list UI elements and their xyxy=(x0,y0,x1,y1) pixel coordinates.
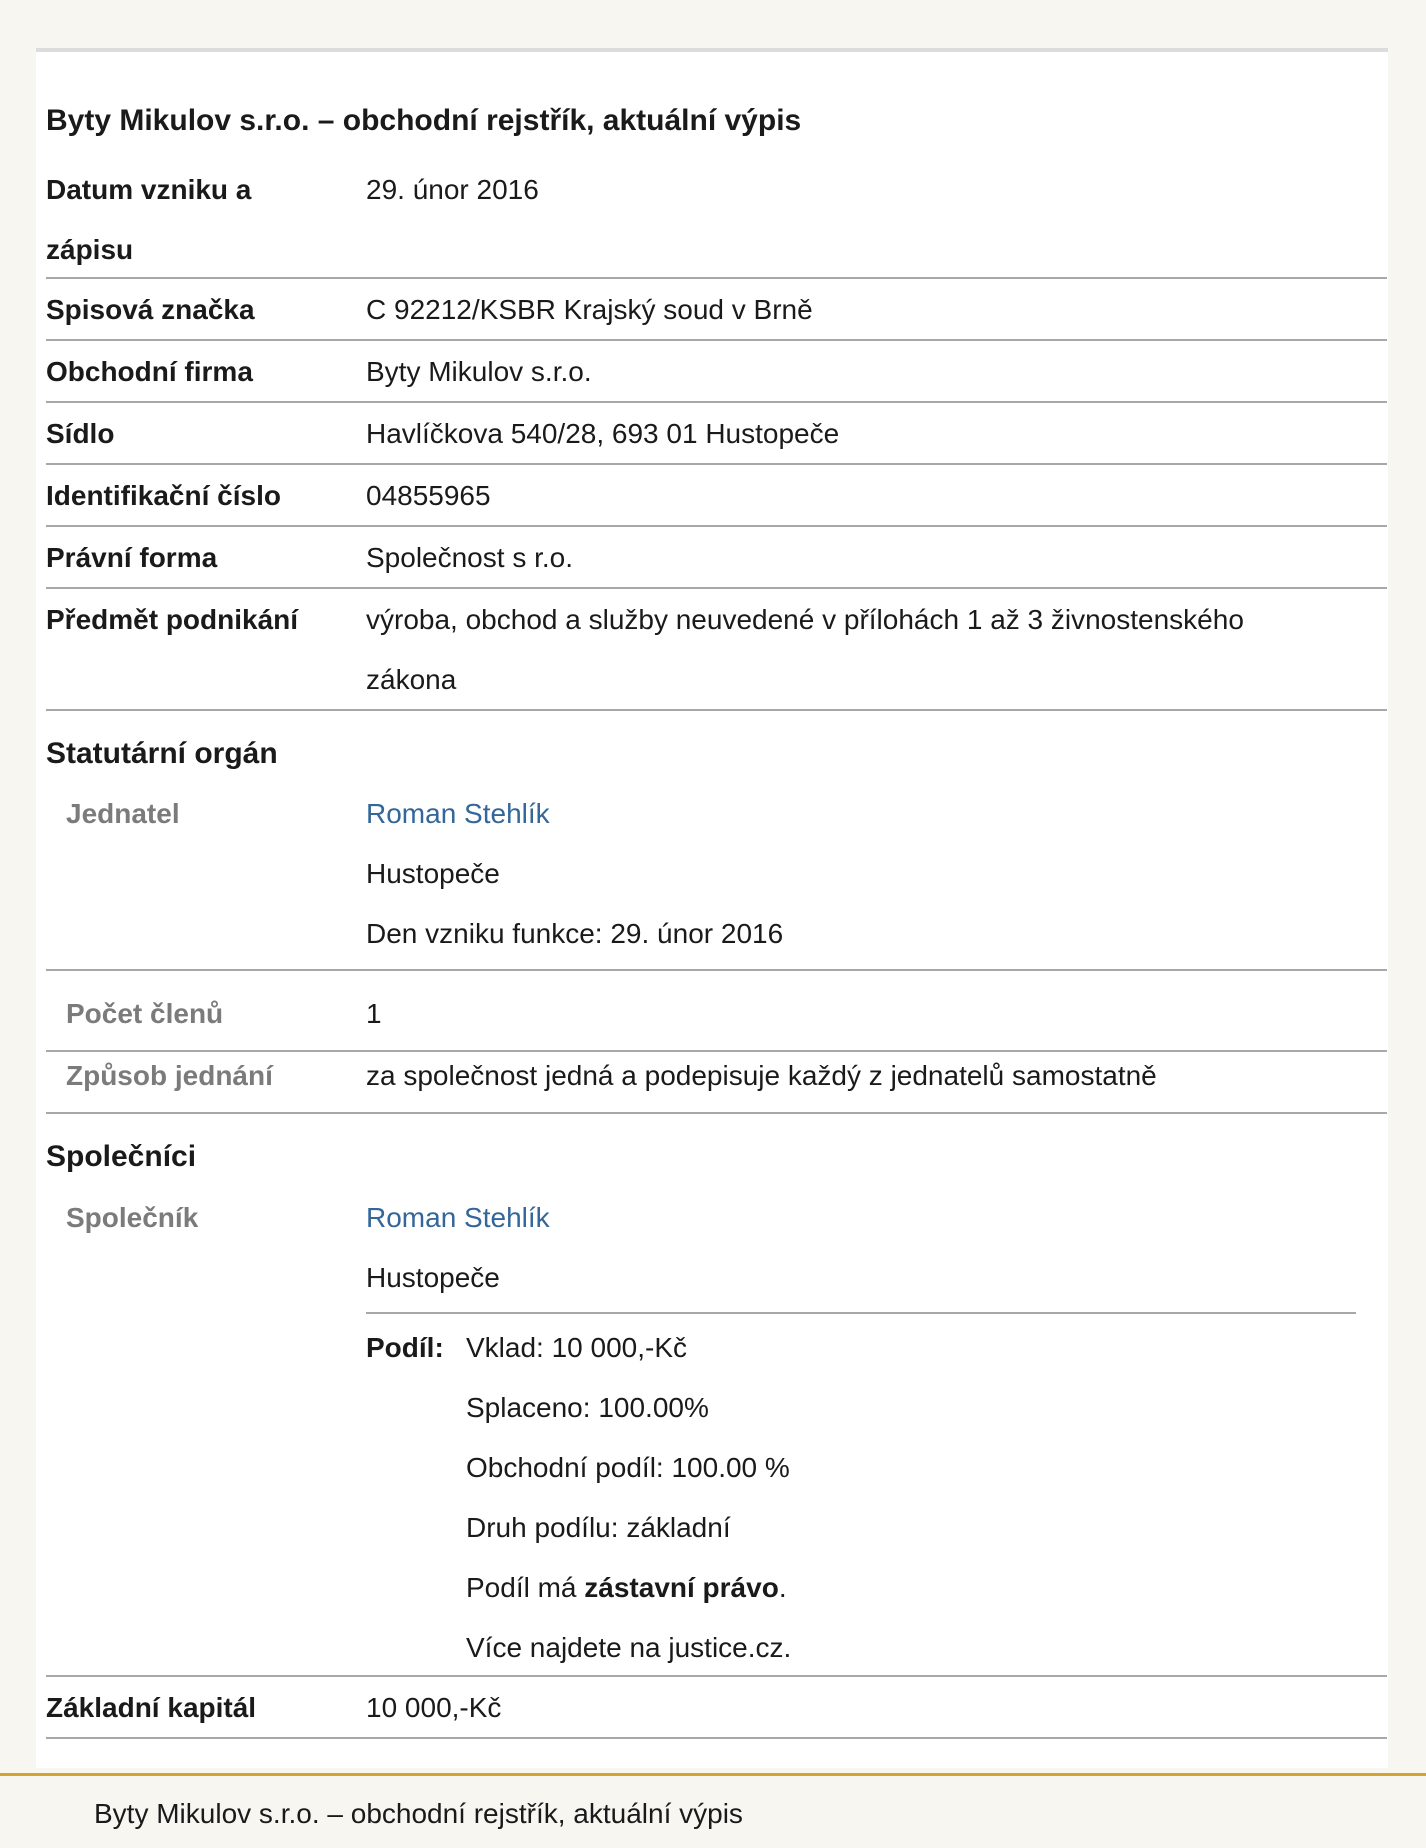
jednatel-label: Jednatel xyxy=(66,798,180,829)
predmet-podnikani-label: Předmět podnikání xyxy=(46,604,299,635)
row-divider xyxy=(46,463,1387,465)
splaceno-value: Splaceno: 100.00% xyxy=(466,1392,709,1423)
druh-podilu-value: Druh podílu: základní xyxy=(466,1512,731,1543)
zakladni-kapital-value: 10 000,-Kč xyxy=(366,1692,502,1723)
sidlo-label: Sídlo xyxy=(46,418,115,449)
obchodni-firma-value: Byty Mikulov s.r.o. xyxy=(366,356,592,387)
obchodni-podil-value: Obchodní podíl: 100.00 % xyxy=(466,1452,790,1483)
row-divider xyxy=(46,1112,1387,1114)
footer-bar xyxy=(0,1773,1426,1848)
datum-vzniku-label-line2: zápisu xyxy=(46,234,134,265)
register-extract-card xyxy=(36,48,1388,1768)
row-divider xyxy=(46,1737,1387,1739)
footer-title: Byty Mikulov s.r.o. – obchodní rejstřík, aktuální výpis xyxy=(94,1798,743,1829)
podil-label: Podíl: xyxy=(366,1332,444,1363)
zakladni-kapital-label: Základní kapitál xyxy=(46,1692,257,1723)
jednatel-city: Hustopeče xyxy=(366,858,500,889)
spisova-znacka-value: C 92212/KSBR Krajský soud v Brně xyxy=(366,294,813,325)
pocet-clenu-value: 1 xyxy=(366,998,382,1029)
zastava-bold: zástavní právo xyxy=(584,1572,779,1603)
spolecnik-name xyxy=(366,1188,1376,1248)
spolecnici-heading: Společníci xyxy=(46,1140,197,1173)
row-divider xyxy=(46,401,1387,403)
row-divider xyxy=(46,709,1387,711)
jednatel-name xyxy=(366,784,1376,844)
predmet-podnikani-value xyxy=(366,590,1376,710)
ico-value: 04855965 xyxy=(366,480,491,511)
vice-info: Více najdete na justice.cz. xyxy=(466,1632,792,1663)
predmet-line2: zákona xyxy=(366,664,457,695)
row-divider xyxy=(46,1675,1387,1677)
datum-vzniku-label xyxy=(46,160,251,280)
zpusob-jednani-value: za společnost jedná a podepisuje každý z jednatelů samostatně xyxy=(366,1060,1157,1091)
spolecnik-name-link[interactable]: Roman Stehlík xyxy=(366,1202,550,1233)
spolecnik-city: Hustopeče xyxy=(366,1262,500,1293)
row-divider xyxy=(46,339,1387,341)
pocet-clenu-label: Počet členů xyxy=(66,998,224,1029)
zastavni-pravo-value xyxy=(466,1558,787,1618)
jednatel-since: Den vzniku funkce: 29. únor 2016 xyxy=(366,918,784,949)
row-divider xyxy=(46,969,1387,971)
sidlo-value: Havlíčkova 540/28, 693 01 Hustopeče xyxy=(366,418,840,449)
zastava-prefix: Podíl má xyxy=(466,1572,585,1603)
statutarni-organ-heading: Statutární orgán xyxy=(46,737,278,770)
obchodni-firma-label: Obchodní firma xyxy=(46,356,253,387)
podil-divider xyxy=(366,1312,1356,1314)
zastava-suffix: . xyxy=(778,1572,787,1603)
predmet-line1: výroba, obchod a služby neuvedené v přílohách 1 až 3 živnostenského xyxy=(366,604,1244,635)
datum-vzniku-value: 29. únor 2016 xyxy=(366,174,539,205)
pravni-forma-value: Společnost s r.o. xyxy=(366,542,574,573)
row-divider xyxy=(46,277,1387,279)
spisova-znacka-label: Spisová značka xyxy=(46,294,255,325)
ico-label: Identifikační číslo xyxy=(46,480,281,511)
pravni-forma-label: Právní forma xyxy=(46,542,218,573)
row-divider xyxy=(46,587,1387,589)
spolecnik-label: Společník xyxy=(66,1202,199,1233)
jednatel-name-link[interactable]: Roman Stehlík xyxy=(366,798,550,829)
row-divider xyxy=(46,525,1387,527)
datum-vzniku-label-line1: Datum vzniku a xyxy=(46,174,252,205)
vklad-value: Vklad: 10 000,-Kč xyxy=(466,1332,688,1363)
page-title: Byty Mikulov s.r.o. – obchodní rejstřík, aktuální výpis xyxy=(46,104,802,137)
zpusob-jednani-label: Způsob jednání xyxy=(66,1060,273,1091)
